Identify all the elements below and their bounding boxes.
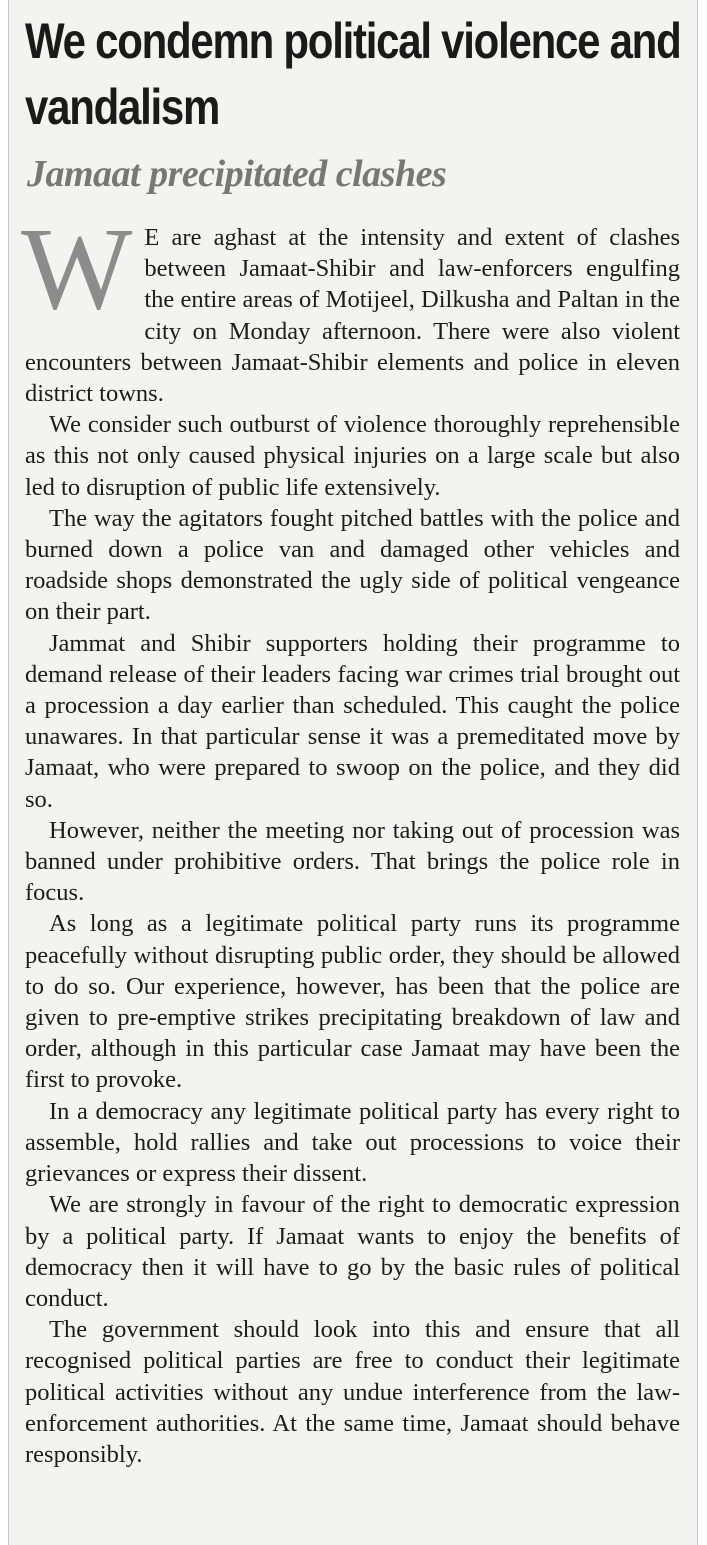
paragraph: In a democracy any legitimate political party has every right to assemble, hold rallies and take out processions to voice their grievances or express their dissent. [25,1097,680,1188]
headline: We condemn political violence and vandalism [25,13,681,135]
paragraph: However, neither the meeting nor taking out of procession was banned under prohibitive orders. That brings the police role in focus. [25,816,680,907]
paragraph: Jammat and Shibir supporters holding their programme to demand release of their leaders facing war crimes trial brought out a procession a day earlier than scheduled. This caught the police unawares. In that particular sense it was a premeditated move by Jamaat, who were prepared to swoop on the police, and they did so. [25,629,680,813]
article-body [21,203,680,1470]
paragraph: The government should look into this and ensure that all recognised political parties are free to conduct their legitimate political activities without any undue interference from the law-enforcement authorities. At the same time, Jamaat should behave responsibly. [25,1316,680,1468]
paragraph: As long as a legitimate political party runs its programme peacefully without disrupting public order, they should be allowed to do so. Our experience, however, has been that the police are given to pre-emptive strikes precipitating breakdown of law and order, although in this particular case Jamaat may have been the first to provoke. [25,910,680,1094]
paragraph: We are strongly in favour of the right to democratic expression by a political party. If Jamaat wants to enjoy the benefits of democracy then it will have to go by the basic rules of political conduct. [25,1191,680,1312]
paragraph: The way the agitators fought pitched battles with the police and burned down a police van and damaged other vehicles and roadside shops demonstrated the ugly side of political vengeance on their part. [25,504,680,626]
drop-cap: W [21,203,133,334]
paragraph-text: E are aghast at the intensity and extent of clashes between Jamaat-Shibir and law-enforcers engulfing the entire areas of Motijeel, Dilkusha and Paltan in the city on Monday afternoon. There were also violent encounters between Jamaat-Shibir elements and police in eleven district towns. [25,224,680,408]
paragraph: We consider such outburst of violence thoroughly reprehensible as this not only caused physical injuries on a large scale but also led to disruption of public life extensively. [25,411,680,501]
subheadline: Jamaat precipitated clashes [27,153,447,195]
paragraph [21,203,680,409]
